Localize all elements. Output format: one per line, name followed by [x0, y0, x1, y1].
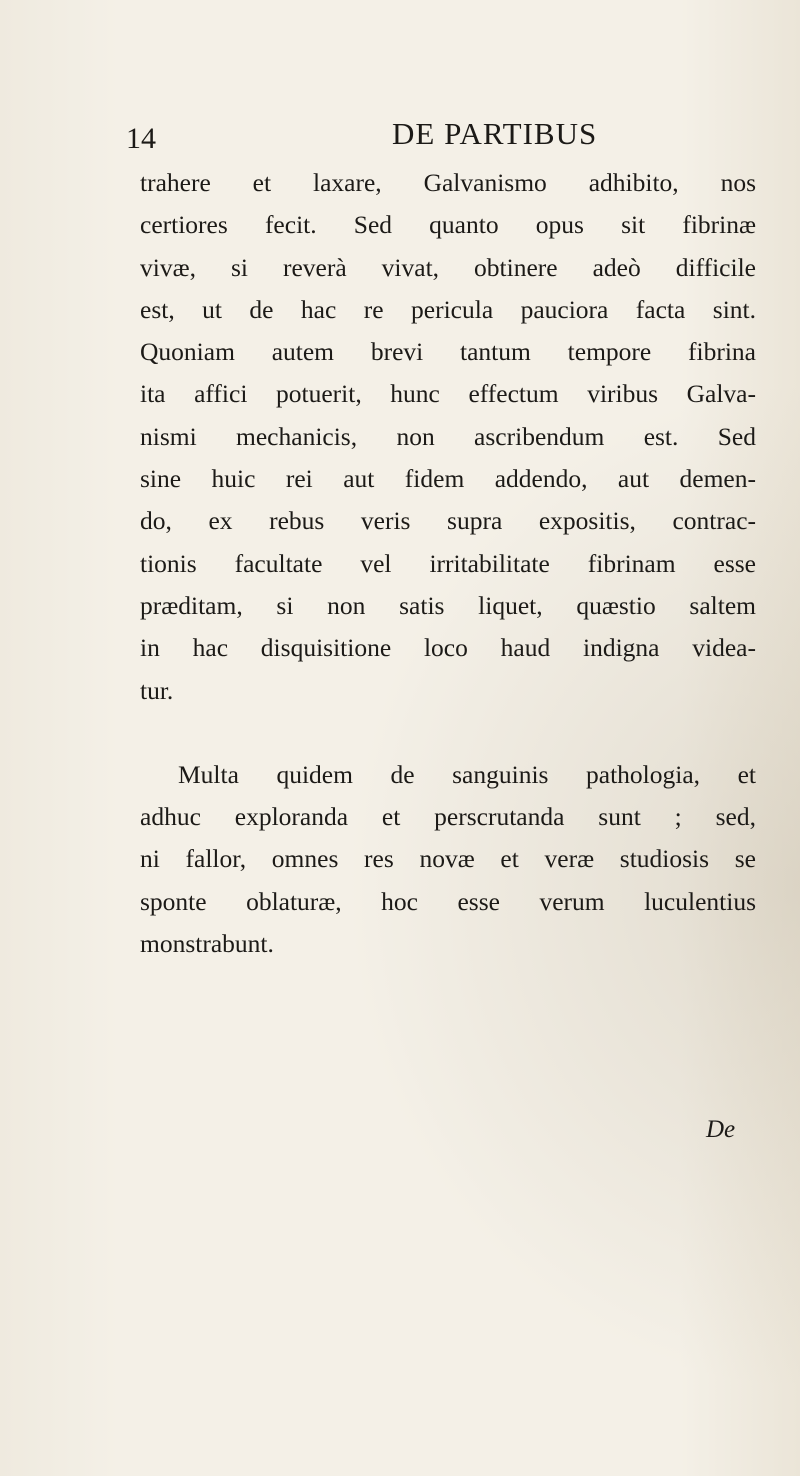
text-line: nismi mechanicis, non ascribendum est. Sed — [140, 421, 756, 451]
text-line: adhuc exploranda et perscrutanda sunt ; sed, — [140, 802, 756, 832]
text-line: in hac disquisitione loco haud indigna videa- — [140, 633, 756, 663]
text-line: tur. — [140, 675, 174, 705]
paragraph-gap — [140, 712, 756, 754]
text-line: certiores fecit. Sed quanto opus sit fibrinæ — [140, 210, 756, 240]
text-line: do, ex rebus veris supra expositis, contrac- — [140, 506, 756, 536]
page-number: 14 — [126, 122, 156, 155]
text-line: monstrabunt. — [140, 929, 274, 959]
text-line: ni fallor, omnes res novæ et veræ studiosis se — [140, 844, 756, 874]
text-line: tionis facultate vel irritabilitate fibrinam esse — [140, 548, 756, 578]
text-line: ita affici potuerit, hunc effectum viribus Galva- — [140, 379, 756, 409]
text-line: est, ut de hac re pericula pauciora facta sint. — [140, 294, 756, 324]
text-line: trahere et laxare, Galvanismo adhibito, nos — [140, 168, 756, 197]
catchword: De — [706, 1116, 736, 1143]
paragraph-2 — [140, 754, 756, 965]
body-text — [140, 162, 756, 965]
running-head — [0, 112, 800, 162]
text-line: Quoniam autem brevi tantum tempore fibrina — [140, 337, 756, 367]
running-title: DE PARTIBUS — [392, 116, 598, 151]
text-line: Multa quidem de sanguinis pathologia, et — [178, 759, 756, 789]
text-line: sponte oblaturæ, hoc esse verum luculentius — [140, 886, 756, 916]
text-line: præditam, si non satis liquet, quæstio saltem — [140, 590, 756, 620]
text-line: vivæ, si reverà vivat, obtinere adeò difficile — [140, 252, 756, 282]
text-line: sine huic rei aut fidem addendo, aut demen- — [140, 464, 756, 494]
paragraph-1 — [140, 162, 756, 712]
